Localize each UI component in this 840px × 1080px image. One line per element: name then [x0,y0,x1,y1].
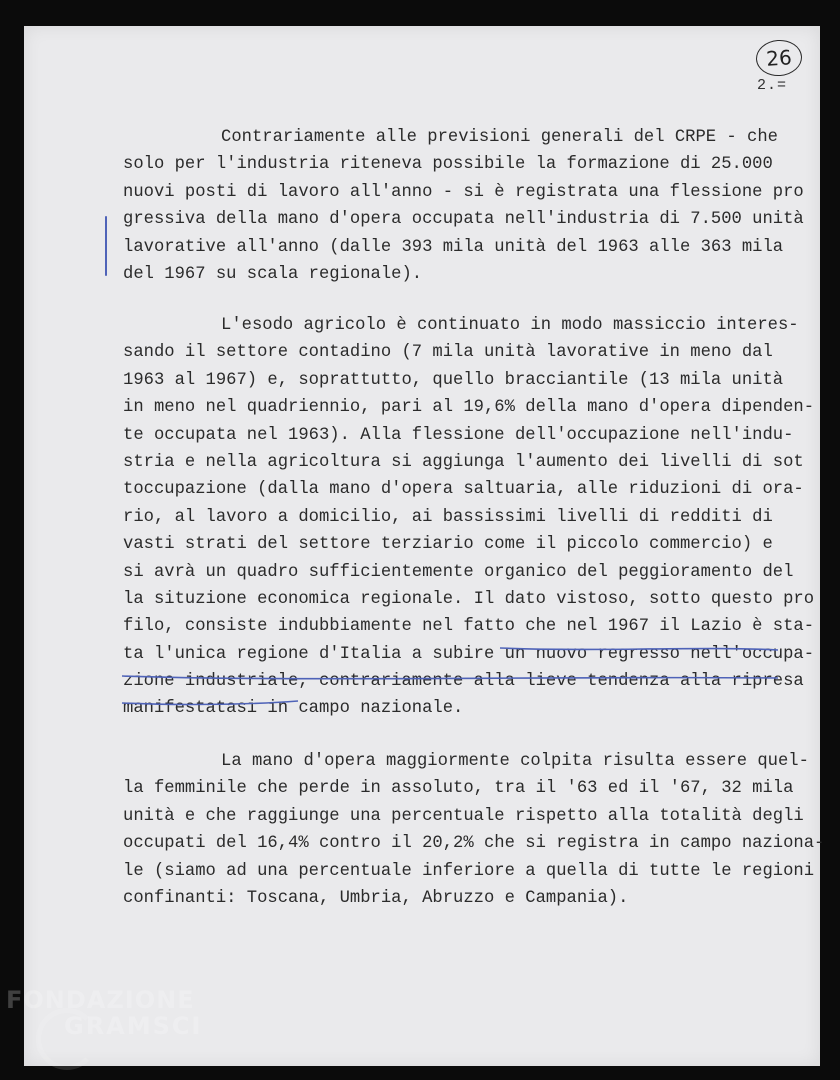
text-line: la femminile che perde in assoluto, tra il '63 ed il '67, 32 mila [123,779,794,799]
text-line: zione industriale, contrariamente alla lieve tendenza alla ripresa [123,672,804,692]
text-line: rio, al lavoro a domicilio, ai bassissimi livelli di redditi di [123,507,773,527]
text-line: La mano d'opera maggiormente colpita risulta essere quel- [221,752,809,771]
text-line: unità e che raggiunge una percentuale rispetto alla totalità degli [123,806,804,826]
text-line: vasti strati del settore terziario come il piccolo commercio) e [123,535,773,555]
text-line: lavorative all'anno (dalle 393 mila unità del 1963 alle 363 mila [123,237,784,257]
text-line: confinanti: Toscana, Umbria, Abruzzo e Campania). [123,888,629,908]
text-line: stria e nella agricoltura si aggiunga l'aumento dei livelli di sot [123,452,804,472]
text-line: del 1967 su scala regionale). [123,264,423,284]
text-line: la situzione economica regionale. Il dato vistoso, sotto questo pro [123,589,815,609]
paragraph-3 [123,748,825,912]
watermark-g-icon [36,1008,98,1070]
watermark-line2: GRAMSCI [64,1012,203,1040]
text-line: si avrà un quadro sufficientemente organico del peggioramento del [123,562,794,582]
text-line: le (siamo ad una percentuale inferiore a quella di tutte le regioni [123,861,815,881]
text-line: filo, consiste indubbiamente nel fatto che nel 1967 il Lazio è sta- [123,617,815,637]
margin-annotation-mark [105,216,107,276]
text-line: nuovi posti di lavoro all'anno - si è registrata una flessione pro [123,182,804,202]
page-number-circled: 26 [755,38,803,77]
text-line: occupati del 16,4% contro il 20,2% che si registra in campo naziona- [123,834,825,854]
page-code: 2.= [757,77,788,94]
text-line: ta l'unica regione d'Italia a subire un nuovo regresso nell'occupa- [123,644,815,664]
text-line: gressiva della mano d'opera occupata nell'industria di 7.500 unità [123,210,804,230]
text-line: toccupazione (dalla mano d'opera saltuaria, alle riduzioni di ora- [123,480,804,500]
text-line: L'esodo agricolo è continuato in modo massiccio interes- [221,316,799,335]
text-line: 1963 al 1967) e, soprattutto, quello bracciantile (13 mila unità [123,370,784,390]
text-line: te occupata nel 1963). Alla flessione dell'occupazione nell'indu- [123,425,794,445]
text-line: Contrariamente alle previsioni generali del CRPE - che [221,128,778,147]
text-line: manifestatasi in campo nazionale. [123,699,464,719]
watermark-line1: FONDAZIONE [6,986,195,1014]
paragraph-1 [123,124,804,288]
archive-watermark-logo [6,988,202,1038]
text-line: in meno nel quadriennio, pari al 19,6% della mano d'opera dipenden- [123,398,815,418]
paragraph-2 [123,312,815,723]
text-line: sando il settore contadino (7 mila unità lavorative in meno dal [123,343,773,363]
text-line: solo per l'industria riteneva possibile la formazione di 25.000 [123,155,773,175]
